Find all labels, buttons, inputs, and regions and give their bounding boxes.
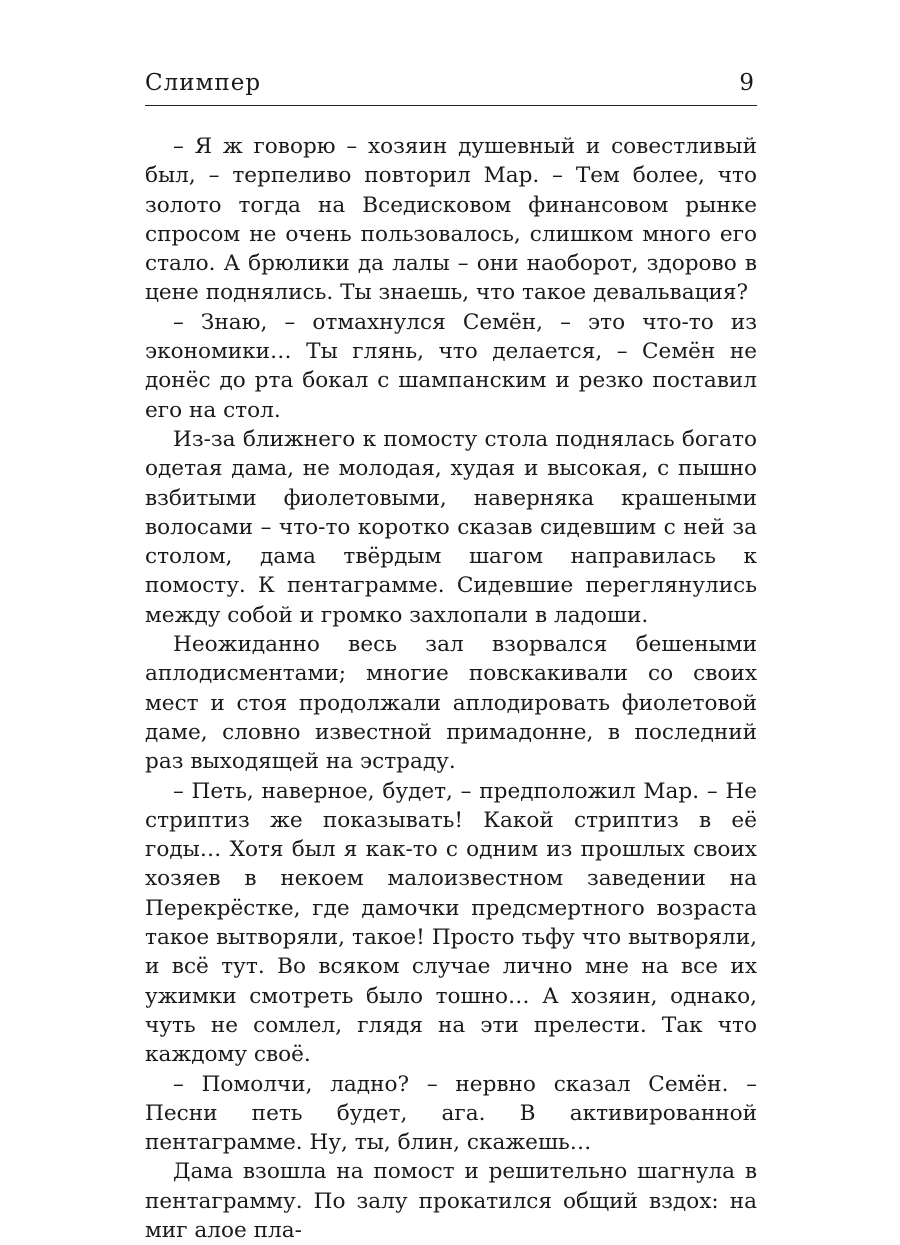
header-rule [145, 105, 757, 106]
running-head [145, 62, 757, 98]
book-page [145, 62, 757, 1243]
body-text [145, 132, 757, 1245]
paragraph: – Петь, наверное, будет, – предположил Мар. – Не стриптиз же показывать! Какой стриптиз в её годы… Хотя был я как-то с одним из прошлых своих хозяев в некоем малоизвестном заведении на Перекрёстке, где дамочки предсмертного возраста такое вытворяли, такое! Просто тьфу что вытворяли, и всё тут. Во всяком случае лично мне на все их ужимки смотреть было тошно… А хозяин, однако, чуть не сомлел, глядя на эти прелести. Так что каждому своё. [145, 778, 757, 1068]
paragraph: – Я ж говорю – хозяин душевный и совестливый был, – терпеливо повторил Мар. – Тем более, что золото тогда на Вседисковом финансовом рынке спросом не очень пользовалось, слишком много его стало. А брюлики да лалы – они наоборот, здорово в цене поднялись. Ты знаешь, что такое девальвация? [145, 134, 757, 306]
paragraph: Дама взошла на помост и решительно шагнула в пентаграмму. По залу прокатился общий вздох: на миг алое пла- [145, 1159, 757, 1243]
paragraph: – Помолчи, ладно? – нервно сказал Семён. – Песни петь будет, ага. В активированной пентаграмме. Ну, ты, блин, скажешь… [145, 1071, 757, 1156]
paragraph: Из-за ближнего к помосту стола поднялась богато одетая дама, не молодая, худая и высокая, с пышно взбитыми фиолетовыми, наверняка крашеными волосами – что-то коротко сказав сидевшим с ней за столом, дама твёрдым шагом направилась к помосту. К пентаграмме. Сидевшие переглянулись между собой и громко захлопали в ладоши. [145, 426, 757, 628]
running-title: Слимпер [145, 70, 262, 96]
page-number: 9 [739, 70, 755, 96]
paragraph: – Знаю, – отмахнулся Семён, – это что-то из экономики… Ты глянь, что делается, – Семён не донёс до рта бокал с шампанским и резко поставил его на стол. [145, 309, 757, 423]
paragraph: Неожиданно весь зал взорвался бешеными аплодисментами; многие повскакивали со своих мест и стоя продолжали аплодировать фиолетовой даме, словно известной примадонне, в последний раз выходящей на эстраду. [145, 632, 757, 775]
